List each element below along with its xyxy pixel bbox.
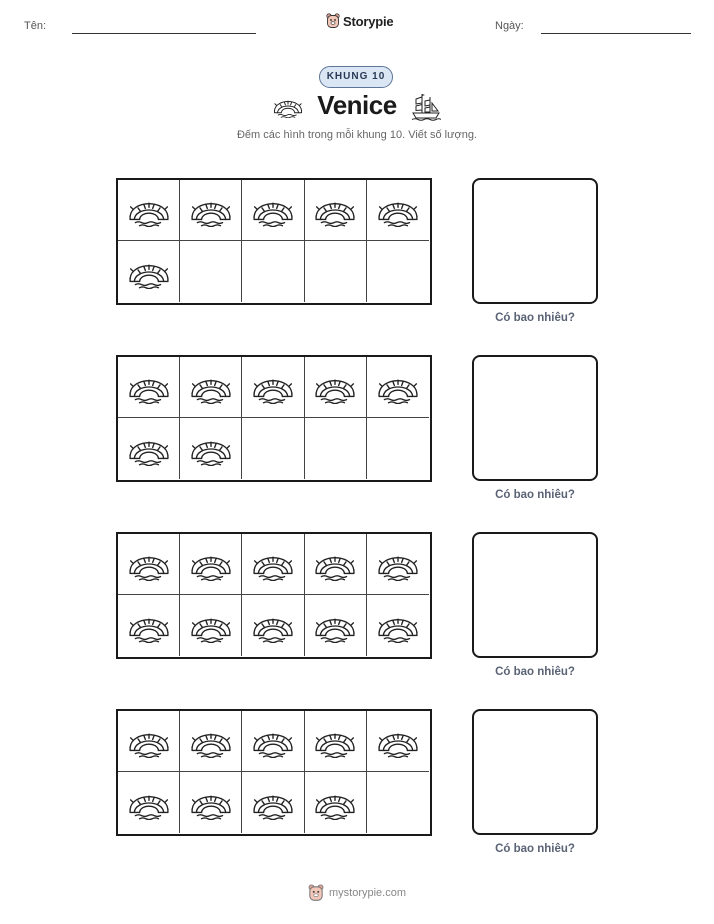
frame-cell <box>118 241 180 302</box>
bridge-icon <box>190 370 232 404</box>
bridge-icon <box>377 370 419 404</box>
bear-icon <box>326 13 340 29</box>
bridge-icon <box>252 370 294 404</box>
frame-cell <box>180 772 242 833</box>
frame-cell <box>242 772 304 833</box>
answer-prompt: Có bao nhiêu? <box>495 489 575 501</box>
frame-cell <box>367 772 429 833</box>
brand-name: Storypie <box>343 13 394 29</box>
frame-cell <box>118 711 180 772</box>
bridge-icon <box>314 724 356 758</box>
title-row <box>0 90 714 121</box>
frame-cell <box>242 595 304 656</box>
bridge-icon <box>314 547 356 581</box>
answer-box[interactable] <box>472 709 598 835</box>
answer-prompt: Có bao nhiêu? <box>495 312 575 324</box>
bridge-icon <box>252 193 294 227</box>
frame-cell <box>180 534 242 595</box>
bridge-icon <box>190 724 232 758</box>
frame-cell <box>305 357 367 418</box>
frame-cell <box>242 418 304 479</box>
frame-cell <box>180 357 242 418</box>
answer-box[interactable] <box>472 532 598 658</box>
footer-url: mystorypie.com <box>328 887 407 899</box>
frame-cell <box>305 595 367 656</box>
answer-prompt: Có bao nhiêu? <box>495 843 575 855</box>
frame-cell <box>367 357 429 418</box>
bridge-icon <box>128 370 170 404</box>
frame-cell <box>305 772 367 833</box>
bridge-icon <box>377 724 419 758</box>
frame-cell <box>180 241 242 302</box>
brand-logo <box>326 13 393 29</box>
frame-cell <box>242 241 304 302</box>
bridge-icon <box>190 547 232 581</box>
frame-cell <box>118 180 180 241</box>
frame-cell <box>180 711 242 772</box>
bridge-icon <box>314 609 356 643</box>
bridge-icon <box>314 370 356 404</box>
bridge-icon <box>377 193 419 227</box>
bridge-icon <box>252 786 294 820</box>
instructions: Đếm các hình trong mỗi khung 10. Viết số lượng. <box>236 129 477 141</box>
date-line[interactable] <box>541 33 691 34</box>
page-title: Venice <box>317 90 397 120</box>
frame-cell <box>180 418 242 479</box>
bridge-icon <box>128 609 170 643</box>
ten-frame <box>116 355 432 482</box>
bridge-icon <box>190 609 232 643</box>
bridge-icon <box>128 786 170 820</box>
frame-cell <box>118 418 180 479</box>
bridge-icon <box>273 94 303 118</box>
bridge-icon <box>314 786 356 820</box>
footer <box>0 884 714 902</box>
bridge-icon <box>190 193 232 227</box>
bridge-icon <box>128 432 170 466</box>
frame-cell <box>305 418 367 479</box>
name-line[interactable] <box>72 33 256 34</box>
frame-cell <box>242 534 304 595</box>
bridge-icon <box>128 724 170 758</box>
answer-prompt: Có bao nhiêu? <box>495 666 575 678</box>
frame-cell <box>367 180 429 241</box>
frame-cell <box>118 357 180 418</box>
date-label: Ngày: <box>495 20 524 32</box>
frame-cell <box>367 418 429 479</box>
ten-frame <box>116 709 432 836</box>
frame-cell <box>305 534 367 595</box>
answer-box[interactable] <box>472 178 598 304</box>
frame-cell <box>367 534 429 595</box>
bridge-icon <box>128 193 170 227</box>
frame-cell <box>305 711 367 772</box>
frame-cell <box>242 180 304 241</box>
frame-cell <box>367 711 429 772</box>
ship-icon <box>411 91 441 121</box>
frame-cell <box>305 241 367 302</box>
bridge-icon <box>252 724 294 758</box>
frame-cell <box>118 772 180 833</box>
frame-cell <box>180 595 242 656</box>
bridge-icon <box>190 432 232 466</box>
frame-cell <box>242 711 304 772</box>
ten-frame <box>116 532 432 659</box>
bridge-icon <box>377 609 419 643</box>
frame-cell <box>180 180 242 241</box>
bridge-icon <box>252 609 294 643</box>
frame-cell <box>305 180 367 241</box>
worksheet-badge: KHUNG 10 <box>319 66 393 88</box>
name-label: Tên: <box>24 20 47 32</box>
bear-icon <box>308 884 324 902</box>
frame-cell <box>118 595 180 656</box>
bridge-icon <box>377 547 419 581</box>
bridge-icon <box>190 786 232 820</box>
answer-box[interactable] <box>472 355 598 481</box>
bridge-icon <box>252 547 294 581</box>
bridge-icon <box>128 255 170 289</box>
bridge-icon <box>128 547 170 581</box>
frame-cell <box>367 595 429 656</box>
bridge-icon <box>314 193 356 227</box>
frame-cell <box>118 534 180 595</box>
frame-cell <box>242 357 304 418</box>
frame-cell <box>367 241 429 302</box>
ten-frame <box>116 178 432 305</box>
